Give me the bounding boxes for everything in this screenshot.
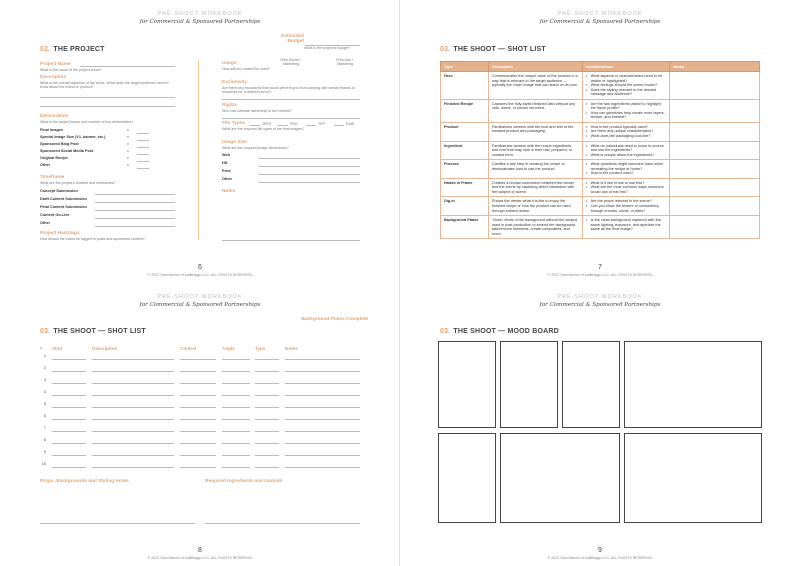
copyright: © 2023 Sam Nelson of eatitthsgrp LLC. ALL RIGHTS RESERVED	[547, 556, 653, 560]
shot-field[interactable]	[222, 431, 250, 432]
timeframe-question: What are the project's timeline and milestones?	[40, 181, 116, 185]
consideration-item: • What questions might someone have when recreating the recipe at home?	[586, 162, 667, 171]
column-header: Type	[255, 346, 266, 351]
shot-field[interactable]	[180, 383, 216, 384]
ingredients-label: Required Ingredients and Garnish	[205, 479, 283, 484]
shot-field[interactable]	[52, 371, 86, 372]
file-types-label: File Types	[222, 121, 246, 126]
shot-field[interactable]	[285, 419, 360, 420]
rights-label: Rights	[222, 103, 237, 108]
consideration-item: • Are there any unique characteristics?	[586, 129, 667, 134]
row-description: 'Clean' shots of the background without the subject used in post-production to extend the background, add/remove elements, create composites, and more.	[488, 216, 582, 239]
notes-field[interactable]	[222, 240, 360, 241]
row-type: Background Plates	[441, 216, 489, 239]
consideration-item: • What are the most common ways someone would use or eat this?	[586, 185, 667, 194]
header-title: PRE-SHOOT WORKBOOK	[557, 11, 643, 17]
row-notes[interactable]	[670, 216, 760, 239]
row-type: Finished Recipe	[441, 99, 489, 122]
shot-field[interactable]	[285, 407, 360, 408]
notes-label: Notes	[222, 189, 236, 194]
exclusivity-question: Are there any exclusions that would prevent you from working with similar brands or industries for a defined period?	[222, 86, 356, 95]
row-number: 10	[41, 462, 46, 466]
page-number: 6	[198, 264, 202, 271]
date-field[interactable]	[95, 210, 175, 211]
column-header: Type	[441, 62, 489, 72]
description-field-2[interactable]	[40, 106, 175, 107]
rights-field[interactable]	[222, 118, 360, 119]
shot-field[interactable]	[222, 455, 250, 456]
page-7	[400, 0, 800, 283]
row-notes[interactable]	[670, 160, 760, 179]
shot-field[interactable]	[255, 455, 279, 456]
page-footer	[0, 264, 400, 277]
bottom-spread	[0, 283, 800, 566]
row-considerations	[582, 160, 670, 179]
shot-field[interactable]	[285, 467, 360, 468]
header-subtitle: for Commercial & Sponsored Partnerships	[139, 301, 261, 308]
table-row	[441, 178, 760, 197]
timeframe-item: Concept Submission	[40, 189, 78, 193]
ingredients-field[interactable]	[205, 523, 360, 524]
section-number: 03.	[440, 328, 451, 335]
shot-field[interactable]	[255, 407, 279, 408]
quantity-field[interactable]	[137, 133, 149, 134]
consideration-item: • Are the props relevant to the scene?	[586, 199, 667, 204]
usage-option-print[interactable]: Print Ads + Marketing	[336, 58, 354, 67]
row-notes[interactable]	[670, 72, 760, 100]
shot-field[interactable]	[52, 395, 86, 396]
image-size-item: Web	[222, 153, 230, 157]
row-description: Shows the viewer what it is like to enjoy the finished recipe or how the product can be used through indirect action.	[488, 197, 582, 216]
deliverable-label: Sponsored Blog Post	[40, 142, 79, 146]
consideration-item: • How is the product typically used?	[586, 125, 667, 130]
dimension-field[interactable]	[258, 166, 360, 167]
image-size-label: Image Size	[222, 140, 247, 145]
shot-field[interactable]	[285, 383, 360, 384]
page-footer	[400, 264, 800, 277]
consideration-item: • Is the clean background captured with the same lighting, exposure, and aperture the same as the final image?	[586, 218, 667, 232]
column-header: Control	[180, 346, 197, 351]
timeframe-item: Other	[40, 221, 51, 225]
shot-field[interactable]	[255, 467, 279, 468]
file-type-option: TIFF	[318, 122, 326, 126]
exclusivity-field[interactable]	[222, 99, 360, 100]
table-row	[441, 122, 760, 141]
shot-field[interactable]	[92, 455, 174, 456]
header-subtitle: for Commercial & Sponsored Partnerships	[139, 18, 261, 25]
shot-field[interactable]	[285, 431, 360, 432]
budget-label: Estimated Budget	[281, 34, 304, 45]
quantity-x: x	[127, 149, 129, 153]
shot-field[interactable]	[180, 467, 216, 468]
column-header: Description	[92, 346, 118, 351]
shot-field[interactable]	[255, 359, 279, 360]
usage-label: Usage	[222, 61, 237, 66]
shot-field[interactable]	[180, 395, 216, 396]
file-type-checkbox[interactable]	[278, 125, 288, 126]
shot-field[interactable]	[92, 431, 174, 432]
shot-field[interactable]	[285, 455, 360, 456]
description-field-1[interactable]	[40, 97, 175, 98]
shot-field[interactable]	[222, 359, 250, 360]
row-description: Captures the fully-styled finished dish without any cuts, slices, or pieces removed.	[488, 99, 582, 122]
shot-field[interactable]	[52, 455, 86, 456]
quantity-x: x	[127, 142, 129, 146]
mood-board-cell[interactable]	[562, 341, 620, 428]
usage-question: How will the content be used?	[222, 67, 270, 71]
file-type-option: JPEG	[262, 122, 272, 126]
row-type: Product	[441, 122, 489, 141]
page-9	[400, 283, 800, 566]
shot-field[interactable]	[92, 395, 174, 396]
table-row	[441, 72, 760, 100]
shot-field[interactable]	[255, 443, 279, 444]
page-title	[40, 328, 146, 335]
budget-question: What is the project's budget?	[304, 46, 351, 50]
date-field[interactable]	[95, 226, 175, 227]
consideration-item: • What does the packaging look like?	[586, 134, 667, 139]
deliverable-label: Original Recipe	[40, 156, 68, 160]
column-header: Notes	[285, 346, 298, 351]
table-row	[441, 99, 760, 122]
shot-field[interactable]	[222, 395, 250, 396]
shot-field[interactable]	[222, 467, 250, 468]
mood-board-cell[interactable]	[500, 341, 558, 428]
shot-field[interactable]	[222, 383, 250, 384]
column-header: Angle	[222, 346, 235, 351]
quantity-field[interactable]	[137, 154, 149, 155]
header-title: PRE-SHOOT WORKBOOK	[557, 294, 643, 300]
shot-field[interactable]	[222, 443, 250, 444]
consideration-item: • What aspects or characteristics need to be visible or highlighted?	[586, 74, 667, 83]
section-number: 03.	[40, 328, 51, 335]
props-field[interactable]	[40, 523, 195, 524]
shot-field[interactable]	[52, 407, 86, 408]
row-number: 2	[43, 366, 46, 370]
row-notes[interactable]	[670, 122, 760, 141]
mood-board-cell[interactable]	[624, 341, 762, 428]
quantity-x: x	[127, 135, 129, 139]
file-type-option: RAW	[346, 122, 355, 126]
budget-field[interactable]	[305, 45, 360, 46]
row-number: 1	[43, 354, 46, 358]
file-type-checkbox[interactable]	[334, 125, 344, 126]
row-description: Creates a human connection between the viewer and the scene by capturing direct interaction with the subject or scene.	[488, 178, 582, 197]
row-type: Ingredient	[441, 141, 489, 160]
shot-field[interactable]	[92, 419, 174, 420]
timeframe-item: Content Go-Live	[40, 213, 70, 217]
date-field[interactable]	[95, 202, 175, 203]
page-number: 8	[198, 547, 202, 554]
project-name-field[interactable]	[80, 66, 175, 67]
consideration-item: • How can garnishes help create more layers, texture, and interest?	[586, 111, 667, 120]
quantity-x: x	[127, 163, 129, 167]
shot-field[interactable]	[52, 359, 86, 360]
row-number: 9	[43, 450, 46, 454]
consideration-item: • Are the raw ingredients visible to highlight the flavor profile?	[586, 102, 667, 111]
shot-field[interactable]	[92, 371, 174, 372]
table-row	[441, 160, 760, 179]
consideration-item: • How is the product used?	[586, 171, 667, 176]
consideration-item: • What feelings should the scene invoke?	[586, 83, 667, 88]
mood-board-cell[interactable]	[500, 433, 620, 523]
quantity-x: x	[127, 156, 129, 160]
row-considerations	[582, 141, 670, 160]
row-type: Hands in Frame	[441, 178, 489, 197]
date-field[interactable]	[95, 194, 175, 195]
shot-field[interactable]	[255, 383, 279, 384]
shot-field[interactable]	[52, 467, 86, 468]
props-label: Props, Backgrounds and Styling Notes	[40, 479, 129, 484]
section-title: THE SHOOT — MOOD BOARD	[453, 328, 559, 335]
shot-field[interactable]	[222, 371, 250, 372]
shot-field[interactable]	[52, 419, 86, 420]
table-row	[441, 216, 760, 239]
copyright: © 2023 Sam Nelson of eatitthsgrp LLC. ALL RIGHTS RESERVED	[147, 556, 253, 560]
column-header: Shot	[52, 346, 63, 351]
shot-field[interactable]	[285, 359, 360, 360]
shot-field[interactable]	[92, 383, 174, 384]
table-row	[441, 197, 760, 216]
shot-field[interactable]	[52, 443, 86, 444]
copyright: © 2023 Sam Nelson of eatitthsgrp LLC. ALL RIGHTS RESERVED	[547, 273, 653, 277]
page-title	[440, 328, 559, 335]
row-type: Process	[441, 160, 489, 179]
shot-field[interactable]	[180, 443, 216, 444]
row-description: Communicates the unique value of the product in a way that is relevant to the target audience — typically the 'main' image that can stand on its own.	[488, 72, 582, 100]
row-number: 7	[43, 426, 46, 430]
page-footer	[400, 547, 800, 560]
shot-field[interactable]	[255, 371, 279, 372]
page-title	[40, 46, 105, 53]
image-size-question: What are the required image dimensions?	[222, 146, 289, 150]
copyright: © 2023 Sam Nelson of eatitthsgrp LLC. ALL RIGHTS RESERVED	[147, 273, 253, 277]
row-considerations	[582, 178, 670, 197]
quantity-field[interactable]	[137, 161, 149, 162]
header-subtitle: for Commercial & Sponsored Partnerships	[539, 301, 661, 308]
rights-question: Who has ultimate ownership of the content?	[222, 109, 292, 113]
row-number: 8	[43, 438, 46, 442]
row-notes[interactable]	[670, 178, 760, 197]
row-number: 5	[43, 402, 46, 406]
consideration-item: • Can you show the texture or consistency through crumbs, slices, or bites?	[586, 204, 667, 213]
shot-field[interactable]	[92, 443, 174, 444]
page-footer	[0, 547, 400, 560]
file-type-checkbox[interactable]	[250, 125, 260, 126]
page-header	[0, 12, 400, 25]
shot-field[interactable]	[285, 395, 360, 396]
usage-option-web[interactable]: Web Social + Marketing	[280, 58, 302, 67]
section-number: 03.	[440, 46, 451, 53]
deliverable-label: Sponsored Social Media Post	[40, 149, 94, 153]
section-title: THE SHOOT — SHOT LIST	[53, 328, 146, 335]
shot-field[interactable]	[285, 371, 360, 372]
row-number: 6	[43, 414, 46, 418]
header-subtitle: for Commercial & Sponsored Partnerships	[539, 18, 661, 25]
row-considerations	[582, 197, 670, 216]
timeframe-item: Final Content Submission	[40, 205, 87, 209]
date-field[interactable]	[95, 218, 175, 219]
quantity-field[interactable]	[137, 147, 149, 148]
shot-field[interactable]	[285, 443, 360, 444]
page-header	[400, 295, 800, 308]
deliverables-question: What is the project scope and number of key deliverables?	[40, 120, 134, 124]
shot-field[interactable]	[52, 431, 86, 432]
shot-field[interactable]	[180, 419, 216, 420]
deliverable-label: Final Images	[40, 128, 64, 132]
shot-field[interactable]	[92, 467, 174, 468]
consideration-item: • What do individuals need to know to source and use the ingredients?	[586, 144, 667, 153]
mood-board-cell[interactable]	[624, 433, 762, 523]
row-considerations	[582, 72, 670, 100]
shot-field[interactable]	[222, 419, 250, 420]
shot-field[interactable]	[180, 431, 216, 432]
row-considerations	[582, 122, 670, 141]
shot-list-table	[440, 61, 760, 239]
column-header: Notes	[670, 62, 760, 72]
quantity-field[interactable]	[137, 140, 149, 141]
quantity-field[interactable]	[137, 168, 149, 169]
exclusivity-label: Exclusivity	[222, 80, 248, 85]
deliverable-label: Special Image Size (V1, banner, etc.)	[40, 135, 106, 139]
project-name-question: What is the name of the project shoot?	[40, 68, 102, 72]
shot-field[interactable]	[255, 419, 279, 420]
dimension-field[interactable]	[258, 158, 360, 159]
row-considerations	[582, 99, 670, 122]
page-number: 9	[598, 547, 602, 554]
page-6	[0, 0, 400, 283]
file-type-checkbox[interactable]	[306, 125, 316, 126]
timeframe-item: Draft Content Submission	[40, 197, 87, 201]
shot-field[interactable]	[92, 359, 174, 360]
section-number: 02.	[40, 46, 51, 53]
dimension-field[interactable]	[258, 182, 360, 183]
row-description: Familiarizes viewers with the look and feel of the emailed product and packaging.	[488, 122, 582, 141]
row-number: 4	[43, 390, 46, 394]
section-title: THE SHOOT — SHOT LIST	[453, 46, 546, 53]
header-title: PRE-SHOOT WORKBOOK	[157, 294, 243, 300]
deliverables-label: Deliverables	[40, 114, 69, 119]
mood-board-cell[interactable]	[438, 433, 496, 523]
hashtags-label: Project Hashtags	[40, 231, 80, 236]
row-considerations	[582, 216, 670, 239]
row-notes[interactable]	[670, 99, 760, 122]
column-header: Description	[488, 62, 582, 72]
mood-board-cell[interactable]	[438, 341, 496, 428]
description-label: Description	[40, 75, 67, 80]
consideration-item: • Does the styling relevant to the desired message and audience?	[586, 88, 667, 97]
row-description: Clarifies a key step in creating the recipe or demonstrates how to use the product.	[488, 160, 582, 179]
page-number: 7	[598, 264, 602, 271]
shot-field[interactable]	[180, 371, 216, 372]
project-name-label: Project Name	[40, 62, 71, 67]
shot-field[interactable]	[92, 407, 174, 408]
section-title: THE PROJECT	[53, 46, 105, 53]
hashtags-question: How should the brand be tagged in posts and sponsored content?	[40, 237, 145, 241]
image-size-item: Print	[222, 169, 231, 173]
shot-field[interactable]	[255, 431, 279, 432]
page-8	[0, 283, 400, 566]
consideration-item: • What is unique about the ingredients?	[586, 153, 667, 158]
background-plates-label: Background Plates Complete	[301, 317, 368, 322]
file-type-option: PNG	[290, 122, 298, 126]
row-type: Hero	[441, 72, 489, 100]
table-row	[441, 141, 760, 160]
column-header: #	[40, 346, 43, 351]
quantity-x: x	[127, 128, 129, 132]
deliverable-label: Other	[40, 163, 51, 167]
row-description: Familiarizes viewers with the recipe ingredients and how that may look in their raw, prepared, or cooked form.	[488, 141, 582, 160]
column-divider	[198, 60, 199, 240]
page-title	[440, 46, 546, 53]
header-title: PRE-SHOOT WORKBOOK	[157, 11, 243, 17]
row-notes[interactable]	[670, 141, 760, 160]
row-notes[interactable]	[670, 197, 760, 216]
consideration-item: • What is it like to eat or use this?	[586, 181, 667, 186]
shot-field[interactable]	[180, 359, 216, 360]
shot-field[interactable]	[52, 383, 86, 384]
row-number: 3	[43, 378, 46, 382]
page-header	[400, 12, 800, 25]
image-size-item: Other	[222, 177, 233, 181]
timeframe-label: Timeframe	[40, 175, 65, 180]
shot-field[interactable]	[255, 395, 279, 396]
shot-field[interactable]	[180, 455, 216, 456]
shot-field[interactable]	[222, 407, 250, 408]
image-size-item: HD	[222, 161, 228, 165]
description-question: What is the overall objective of the shoot. What does the target audience need to know about the brand or product?	[40, 81, 169, 90]
dimension-field[interactable]	[258, 174, 360, 175]
page-header	[0, 295, 400, 308]
column-header: Considerations	[582, 62, 670, 72]
row-type: Dig-in	[441, 197, 489, 216]
file-types-question: What are the required file types of the final images?	[222, 127, 305, 131]
shot-field[interactable]	[180, 407, 216, 408]
